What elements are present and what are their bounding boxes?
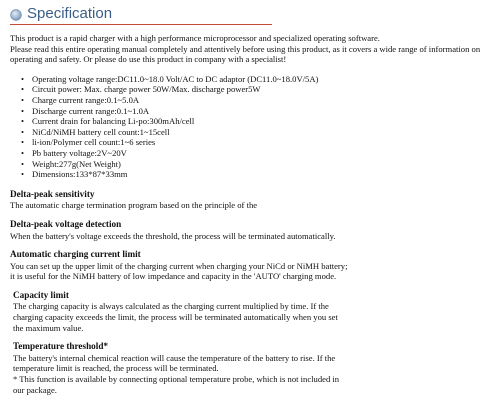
section-delta-peak-sensitivity (10, 189, 494, 211)
section-line: * This function is available by connecting optional temperature probe, which is not included in (13, 374, 340, 385)
section-line: temperature limit is reached, the process will be terminated. (13, 363, 219, 374)
section-line: The charging capacity is always calculated as the charging current multiplied by time. If the (13, 301, 329, 312)
section-title: Temperature threshold* (13, 341, 109, 352)
intro-paragraph (10, 33, 494, 65)
header-rule (10, 24, 272, 25)
specification-content (10, 33, 494, 403)
section-delta-peak-voltage-detection (10, 219, 494, 241)
page-title: Specification (27, 5, 113, 22)
section-line: The automatic charge termination program based on the principle of the (10, 200, 258, 211)
bullet-circle-icon (10, 9, 22, 21)
section-line: our package. (13, 384, 57, 395)
spec-item: • Discharge current range:0.1~1.0A (32, 106, 494, 117)
spec-item: • Charge current range:0.1~5.0A (32, 95, 494, 106)
intro-line: operating and safety. Or please do use this product in company with a specialist! (10, 54, 287, 65)
spec-item: • Weight:277g(Net Weight) (32, 159, 494, 170)
spec-item: • Operating voltage range:DC11.0~18.0 Volt/AC to DC adaptor (DC11.0~18.0V/5A) (32, 74, 494, 85)
section-line: The battery's internal chemical reaction will cause the temperature of the battery to rise. If the (13, 352, 336, 363)
section-header (10, 3, 480, 25)
section-temperature-threshold (10, 341, 494, 395)
spec-item: • Dimensions:133*87*33mm (32, 169, 494, 180)
spec-item: • Pb battery voltage:2V~20V (32, 148, 494, 159)
section-title: Delta-peak sensitivity (10, 188, 95, 199)
section-line: charging capacity exceeds the limit, the process will be terminated automatically when you set (13, 312, 338, 323)
spec-item: • li-ion/Polymer cell count:1~6 series (32, 137, 494, 148)
section-title: Automatic charging current limit (10, 249, 141, 260)
section-capacity-limit (10, 290, 494, 333)
spec-item: • Current drain for balancing Li-po:300mAh/cell (32, 116, 494, 127)
section-automatic-charging-current-limit (10, 249, 494, 282)
spec-item: • NiCd/NiMH battery cell count:1~15cell (32, 127, 494, 138)
section-title: Capacity limit (13, 289, 69, 300)
section-line: You can set up the upper limit of the charging current when charging your NiCd or NiMH battery; (10, 260, 348, 271)
section-title: Delta-peak voltage detection (10, 218, 122, 229)
spec-item: • Circuit power: Max. charge power 50W/Max. discharge power5W (32, 84, 494, 95)
intro-line: Please read this entire operating manual completely and attentively before using this product, as it covers a wide range of information on (10, 43, 481, 54)
section-line: it is useful for the NiMH battery of low impedance and capacity in the 'AUTO' charging mode. (10, 271, 337, 282)
spec-list (10, 74, 494, 180)
section-line: the maximum value. (13, 322, 84, 333)
intro-line: This product is a rapid charger with a high performance microprocessor and specialized operating software. (10, 33, 380, 43)
section-line: When the battery's voltage exceeds the threshold, the process will be terminated automatically. (10, 230, 336, 241)
